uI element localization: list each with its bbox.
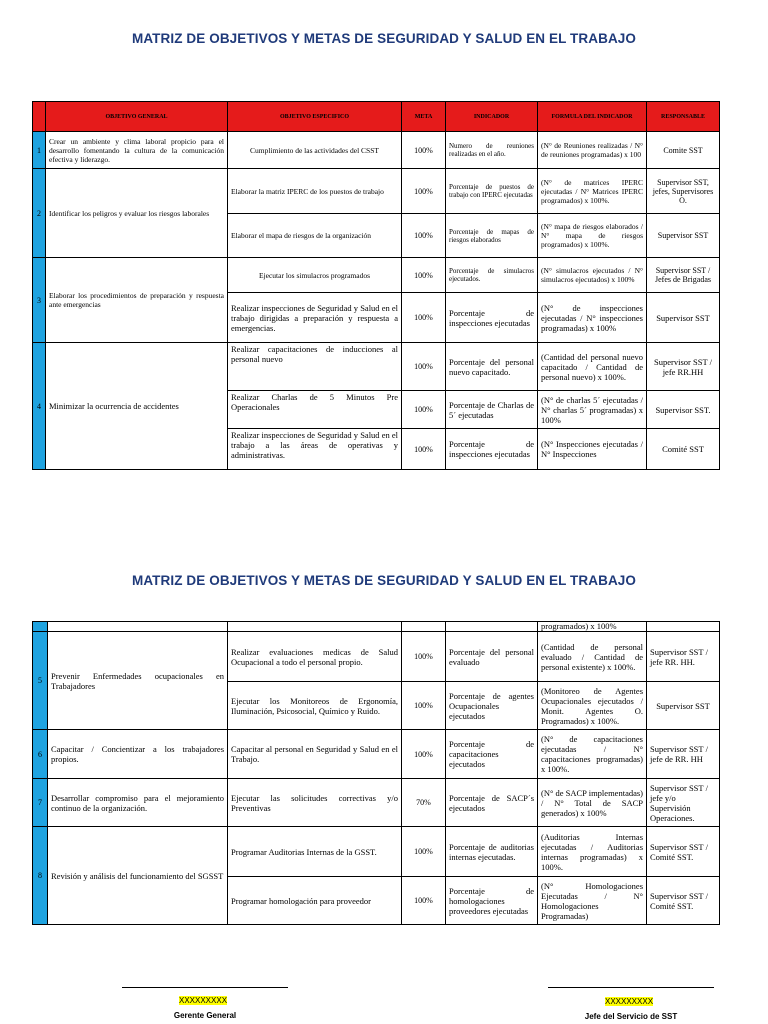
- general-objective-cell: Prevenir Enfermedades ocupacionales en Trabajadores: [48, 632, 228, 730]
- row-number: 6: [33, 730, 48, 779]
- responsible-cell: Supervisor SST / jefe y/o Supervisión Operaciones.: [647, 779, 720, 827]
- responsible-cell: Supervisor SST / jefe de RR. HH: [647, 730, 720, 779]
- indicator-cell: Porcentaje de capacitaciones ejecutados: [446, 730, 538, 779]
- formula-cell: (Monitoreo de Agentes Ocupacionales ejecutados / Monit. Agentes O. Programados) x 100%.: [538, 682, 647, 730]
- row-number: 7: [33, 779, 48, 827]
- goal-cell: 100%: [402, 214, 446, 258]
- responsible-cell: Supervisor SST / jefe RR.HH: [647, 343, 720, 391]
- header-meta: META: [402, 102, 446, 132]
- header-objetivo-general: OBJETIVO GENERAL: [46, 102, 228, 132]
- header-cell: [33, 102, 46, 132]
- responsible-cell: Supervisor SST / Comité SST.: [647, 827, 720, 877]
- responsible-cell: Supervisor SST / Comité SST.: [647, 877, 720, 925]
- responsible-cell: Supervisor SST / jefe RR. HH.: [647, 632, 720, 682]
- responsible-cell: [647, 622, 720, 632]
- general-objective-cell: Revisión y análisis del funcionamiento del SGSST: [48, 827, 228, 925]
- indicator-cell: Porcentaje de agentes Ocupacionales ejecutados: [446, 682, 538, 730]
- indicator-cell: Porcentaje del personal evaluado: [446, 632, 538, 682]
- specific-objective-cell: Ejecutar los Monitoreos de Ergonomía, Iluminación, Psicosocial, Químico y Ruido.: [228, 682, 402, 730]
- signature-role-left: Gerente General: [173, 1011, 237, 1020]
- header-objetivo-especifico: OBJETIVO ESPECIFICO: [228, 102, 402, 132]
- formula-cell: (Cantidad del personal nuevo capacitado / Cantidad de personal nuevo) x 100%.: [538, 343, 647, 391]
- goal-cell: [402, 622, 446, 632]
- specific-objective-cell: Realizar capacitaciones de inducciones al personal nuevo: [228, 343, 402, 391]
- responsible-cell: Supervisor SST, jefes, Supervisores O.: [647, 169, 720, 214]
- page-title: MATRIZ DE OBJETIVOS Y METAS DE SEGURIDAD Y SALUD EN EL TRABAJO: [131, 31, 637, 46]
- general-objective-cell: Identificar los peligros y evaluar los riesgos laborales: [46, 169, 228, 258]
- table-row: [33, 343, 720, 391]
- signature-line-left: [122, 987, 288, 988]
- indicator-cell: Porcentaje de Charlas de 5´ ejecutadas: [446, 391, 538, 429]
- table-row: [33, 730, 720, 779]
- table-row: [33, 132, 720, 169]
- row-number: 5: [33, 632, 48, 730]
- goal-cell: 100%: [402, 293, 446, 343]
- header-indicador: INDICADOR: [446, 102, 538, 132]
- signature-name-left: XXXXXXXXX: [179, 996, 228, 1005]
- formula-cell: (N° simulacros ejecutados / N° simulacros ejecutados) x 100%: [538, 258, 647, 293]
- formula-cell: (N° mapa de riesgos elaborados / N° mapa de riesgos programados) x 100%.: [538, 214, 647, 258]
- specific-objective-cell: Programar Auditorias Internas de la GSST.: [228, 827, 402, 877]
- specific-objective-cell: Realizar inspecciones de Seguridad y Salud en el trabajo dirigidas a preparación y respuesta a emergencias.: [228, 293, 402, 343]
- indicator-cell: Porcentaje de mapas de riesgos elaborados: [446, 214, 538, 258]
- goal-cell: 100%: [402, 429, 446, 470]
- row-number: [33, 622, 48, 632]
- formula-cell: (N° Inspecciones ejecutadas / N° Inspecciones: [538, 429, 647, 470]
- table-row: [33, 632, 720, 682]
- table-row: [33, 169, 720, 214]
- table-row: [33, 622, 720, 632]
- formula-cell: (N° de Reuniones realizadas / N° de reuniones programadas) x 100: [538, 132, 647, 169]
- responsible-cell: Comité SST: [647, 429, 720, 470]
- signature-role-right: Jefe del Servicio de SST: [584, 1012, 678, 1021]
- general-objective-cell: Capacitar / Concientizar a los trabajadores propios.: [48, 730, 228, 779]
- formula-cell: (N° de capacitaciones ejecutadas / N° capacitaciones programadas) x 100%.: [538, 730, 647, 779]
- specific-objective-cell: Ejecutar las solicitudes correctivas y/o Preventivas: [228, 779, 402, 827]
- goal-cell: 100%: [402, 132, 446, 169]
- table-row: [33, 827, 720, 877]
- signature-name-right: XXXXXXXXX: [605, 997, 654, 1006]
- row-number: 3: [33, 258, 46, 343]
- objectives-matrix-table: [32, 101, 720, 470]
- responsible-cell: Comite SST: [647, 132, 720, 169]
- specific-objective-cell: [228, 622, 402, 632]
- indicator-cell: Porcentaje de SACP´s ejecutados: [446, 779, 538, 827]
- indicator-cell: Porcentaje de puestos de trabajo con IPERC ejecutadas: [446, 169, 538, 214]
- general-objective-cell: [48, 622, 228, 632]
- general-objective-cell: Elaborar los procedimientos de preparación y respuesta ante emergencias: [46, 258, 228, 343]
- goal-cell: 100%: [402, 169, 446, 214]
- goal-cell: 100%: [402, 877, 446, 925]
- indicator-cell: [446, 622, 538, 632]
- formula-cell: programados) x 100%: [538, 622, 647, 632]
- responsible-cell: Supervisor SST.: [647, 391, 720, 429]
- goal-cell: 100%: [402, 258, 446, 293]
- indicator-cell: Porcentaje de auditorias internas ejecutadas.: [446, 827, 538, 877]
- formula-cell: (N° de inspecciones ejecutadas / N° inspecciones programadas) x 100%: [538, 293, 647, 343]
- page-title: MATRIZ DE OBJETIVOS Y METAS DE SEGURIDAD Y SALUD EN EL TRABAJO: [131, 573, 637, 588]
- goal-cell: 100%: [402, 827, 446, 877]
- goal-cell: 100%: [402, 730, 446, 779]
- row-number: 8: [33, 827, 48, 925]
- indicator-cell: Porcentaje de inspecciones ejecutadas: [446, 429, 538, 470]
- indicator-cell: Porcentaje de simulacros ejecutados.: [446, 258, 538, 293]
- specific-objective-cell: Ejecutar los simulacros programados: [228, 258, 402, 293]
- specific-objective-cell: Realizar evaluaciones medicas de Salud Ocupacional a todo el personal propio.: [228, 632, 402, 682]
- formula-cell: (N° de SACP implementadas) / N° Total de SACP generados) x 100%: [538, 779, 647, 827]
- indicator-cell: Porcentaje de homologaciones proveedores ejecutadas: [446, 877, 538, 925]
- goal-cell: 100%: [402, 391, 446, 429]
- header-responsable: RESPONSABLE: [647, 102, 720, 132]
- responsible-cell: Supervisor SST: [647, 682, 720, 730]
- row-number: 4: [33, 343, 46, 470]
- signature-line-right: [548, 987, 714, 988]
- row-number: 1: [33, 132, 46, 169]
- formula-cell: (Auditorias Internas ejecutadas / Auditorias internas programadas) x 100%.: [538, 827, 647, 877]
- goal-cell: 100%: [402, 343, 446, 391]
- specific-objective-cell: Realizar Charlas de 5 Minutos Pre Operacionales: [228, 391, 402, 429]
- goal-cell: 100%: [402, 632, 446, 682]
- responsible-cell: Supervisor SST: [647, 293, 720, 343]
- table-header-row: [33, 102, 720, 132]
- specific-objective-cell: Cumplimiento de las actividades del CSST: [228, 132, 402, 169]
- goal-cell: 70%: [402, 779, 446, 827]
- formula-cell: (N° de matrices IPERC ejecutadas / N° Matrices IPERC programados) x 100%.: [538, 169, 647, 214]
- indicator-cell: Porcentaje del personal nuevo capacitado.: [446, 343, 538, 391]
- formula-cell: (N° de charlas 5´ ejecutadas / N° charlas 5´ programadas) x 100%: [538, 391, 647, 429]
- specific-objective-cell: Elaborar el mapa de riesgos de la organización: [228, 214, 402, 258]
- responsible-cell: Supervisor SST: [647, 214, 720, 258]
- responsible-cell: Supervisor SST / Jefes de Brigadas: [647, 258, 720, 293]
- table-row: [33, 779, 720, 827]
- header-formula: FORMULA DEL INDICADOR: [538, 102, 647, 132]
- formula-cell: (N° Homologaciones Ejecutadas / N° Homologaciones Programadas): [538, 877, 647, 925]
- objectives-matrix-table-continued: [32, 621, 720, 925]
- goal-cell: 100%: [402, 682, 446, 730]
- formula-cell: (Cantidad de personal evaluado / Cantidad de personal existente) x 100%.: [538, 632, 647, 682]
- general-objective-cell: Crear un ambiente y clima laboral propicio para el desarrollo fomentando la cultura de la comunicación efectiva y liderazgo.: [46, 132, 228, 169]
- indicator-cell: Porcentaje de inspecciones ejecutadas: [446, 293, 538, 343]
- general-objective-cell: Minimizar la ocurrencia de accidentes: [46, 343, 228, 470]
- table-row: [33, 258, 720, 293]
- specific-objective-cell: Elaborar la matriz IPERC de los puestos de trabajo: [228, 169, 402, 214]
- general-objective-cell: Desarrollar compromiso para el mejoramiento continuo de la organización.: [48, 779, 228, 827]
- indicator-cell: Numero de reuniones realizadas en el año.: [446, 132, 538, 169]
- specific-objective-cell: Programar homologación para proveedor: [228, 877, 402, 925]
- specific-objective-cell: Capacitar al personal en Seguridad y Salud en el Trabajo.: [228, 730, 402, 779]
- specific-objective-cell: Realizar inspecciones de Seguridad y Salud en el trabajo a las áreas de operativas y administrativas.: [228, 429, 402, 470]
- row-number: 2: [33, 169, 46, 258]
